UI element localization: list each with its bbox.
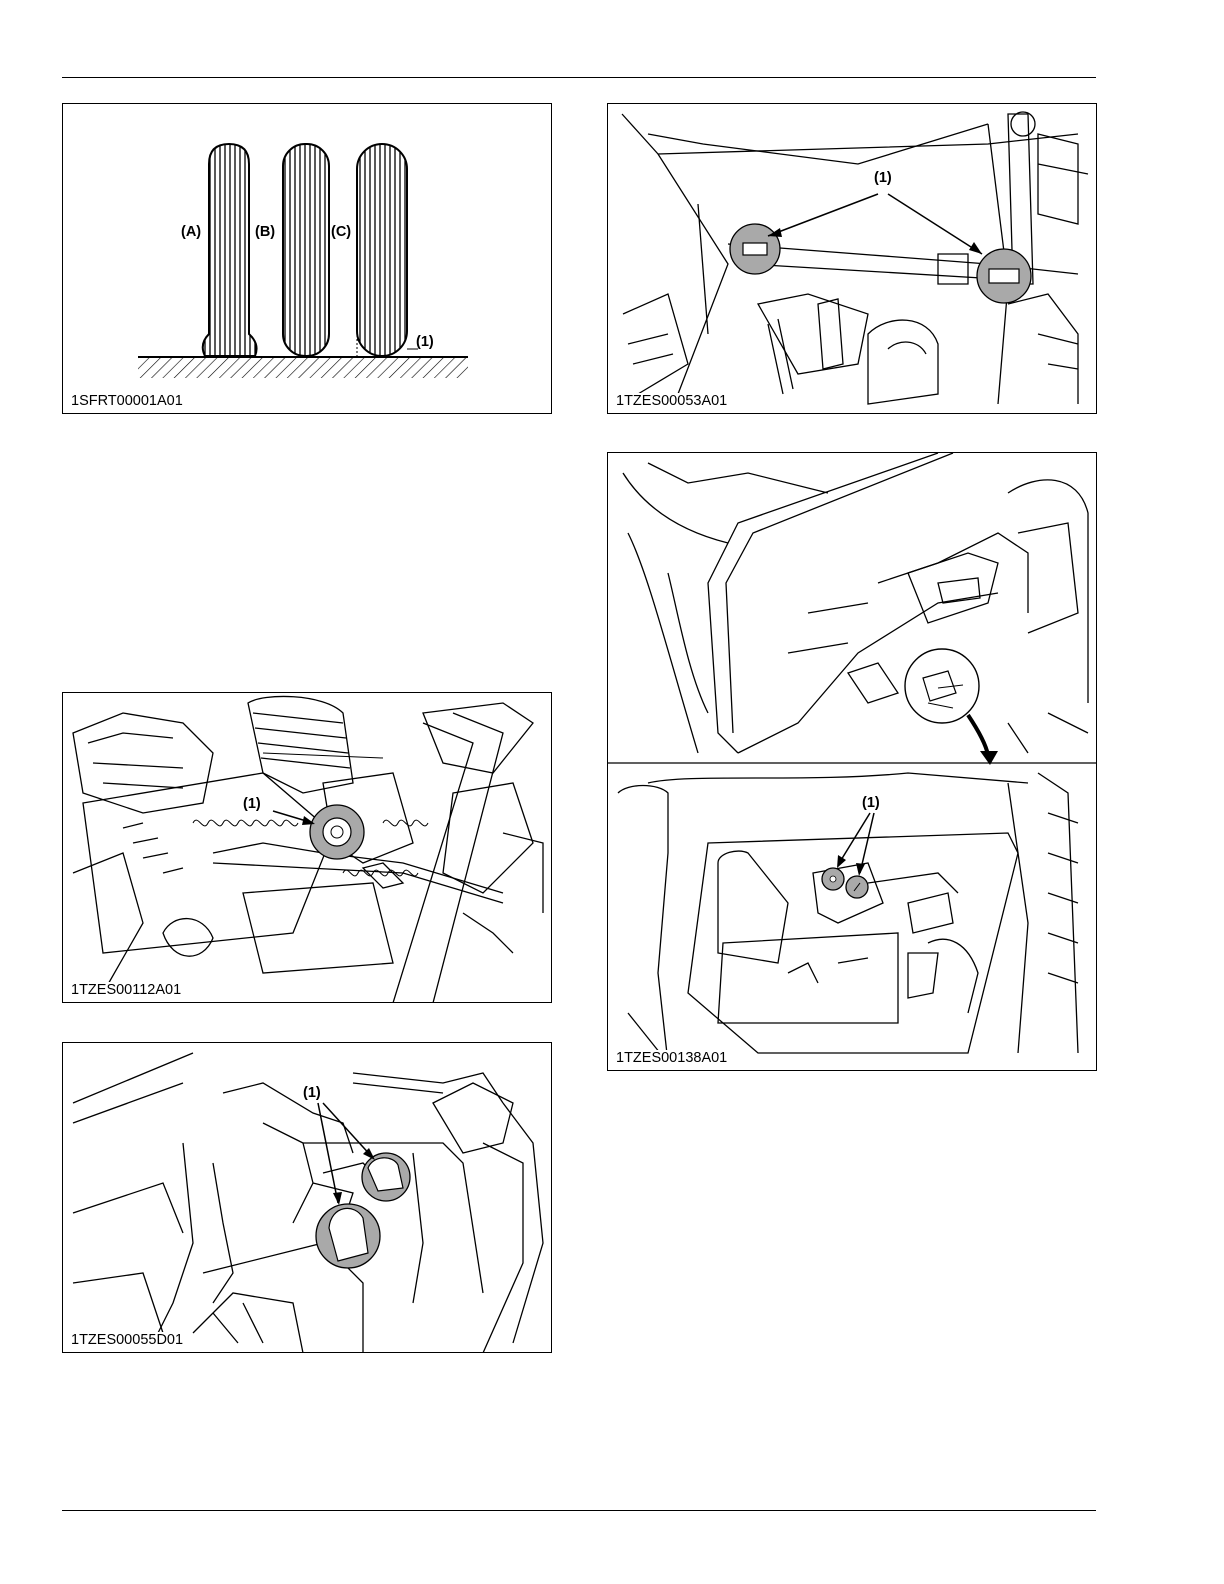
- callout-arrow-right: [888, 194, 982, 254]
- tire-b-shape: [283, 144, 329, 356]
- figure-code: 1SFRT00001A01: [71, 393, 183, 409]
- callout-arrow-left: [768, 194, 878, 236]
- label-1: (1): [416, 334, 434, 350]
- panel-illustration: [608, 453, 1097, 1071]
- header-rule: [62, 77, 1096, 78]
- figure-code: 1TZES00055D01: [71, 1332, 184, 1348]
- tire-illustration: [63, 104, 552, 414]
- figure-tire-inflation: [62, 103, 552, 414]
- figure-code: 1TZES00138A01: [616, 1050, 728, 1066]
- label-a: (A): [181, 224, 202, 240]
- figure-code: 1TZES00112A01: [71, 982, 182, 998]
- cable-illustration: [63, 693, 552, 1003]
- label-1: (1): [243, 796, 261, 812]
- tire-a-shape: [203, 144, 257, 356]
- figure-seat-bolts: [607, 103, 1097, 414]
- label-b: (B): [255, 224, 276, 240]
- zoom-arrow: [968, 715, 988, 755]
- label-1: (1): [874, 170, 892, 186]
- ground-hatch: [138, 358, 468, 378]
- figure-code: 1TZES00053A01: [616, 393, 728, 409]
- figure-cable-adjust: [62, 692, 552, 1003]
- label-c: (C): [331, 224, 352, 240]
- tire-c-shape: [357, 144, 407, 356]
- callout-arrow-upper: [323, 1103, 373, 1158]
- footer-rule: [62, 1510, 1096, 1511]
- seat-bolts-illustration: [608, 104, 1097, 414]
- figure-console-knobs: [62, 1042, 552, 1353]
- magnifier-circle: [905, 649, 979, 723]
- label-1: (1): [862, 795, 880, 811]
- figure-panel-detail: [607, 452, 1097, 1071]
- label-1: (1): [303, 1085, 321, 1101]
